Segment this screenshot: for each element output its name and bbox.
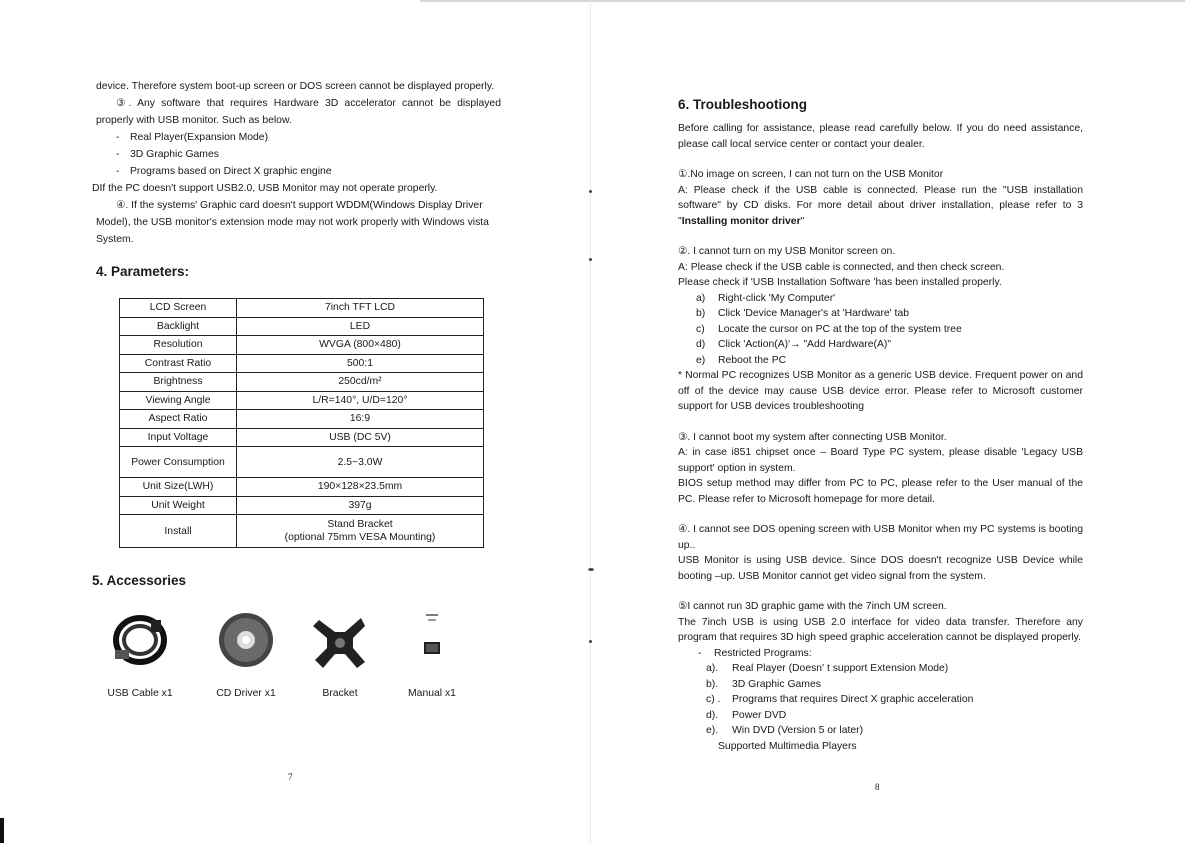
- parameter-label: Aspect Ratio: [120, 410, 237, 429]
- troubleshooting-step: e) Reboot the PC: [696, 354, 787, 366]
- left-page: [0, 0, 590, 843]
- accessory-label: Manual x1: [408, 688, 456, 699]
- accessory-label: USB Cable x1: [107, 688, 173, 699]
- intro-bullet: - Real Player(Expansion Mode): [116, 132, 269, 143]
- parameter-row: [120, 317, 484, 336]
- restricted-program: c) . Programs that requires Direct X graphic acceleration: [706, 694, 974, 705]
- parameter-row: [120, 354, 484, 373]
- parameter-value: 250cd/m²: [237, 373, 484, 392]
- issue-body: The 7inch USB is using USB 2.0 interface for video data transfer. Therefore any program that requires 3D high speed graphic acceleration cannot be displayed properly.: [678, 616, 1083, 643]
- parameter-value: USB (DC 5V): [237, 428, 484, 447]
- parameter-label: Power Consumption: [120, 447, 237, 478]
- troubleshooting-step: b) Click 'Device Manager's at 'Hardware' tab: [696, 308, 909, 319]
- issue-title: ①.No image on screen, I can not turn on the USB Monitor: [678, 169, 944, 180]
- page-number: 7: [288, 772, 293, 782]
- parameters-table: [119, 298, 484, 548]
- parameter-row: [120, 478, 484, 497]
- parameter-label: Install: [120, 515, 237, 548]
- issue-title: ③. I cannot boot my system after connecting USB Monitor.: [678, 431, 947, 443]
- troubleshooting-step: d) Click 'Action(A)'→ "Add Hardware(A)": [696, 339, 892, 350]
- troubleshooting-heading: 6. Troubleshootiong: [678, 97, 807, 112]
- parameter-label: Unit Size(LWH): [120, 478, 237, 497]
- issue-title: ④. I cannot see DOS opening screen with USB Monitor when my PC systems is booting up..: [678, 524, 1083, 551]
- troubleshooting-body: [678, 121, 1083, 754]
- accessory-usb-cable: [100, 610, 180, 699]
- intro-text: [92, 78, 501, 248]
- parameter-value: LED: [237, 317, 484, 336]
- intro-line: ③. Any software that requires Hardware 3D accelerator cannot be displayed properly with USB monitor. Such as below.: [96, 98, 501, 126]
- accessory-manual: [392, 610, 472, 699]
- parameter-value: 190×128×23.5mm: [237, 478, 484, 497]
- parameter-row: [120, 373, 484, 392]
- restricted-program: d). Power DVD: [706, 709, 787, 721]
- parameter-label: Unit Weight: [120, 496, 237, 515]
- accessory-label: CD Driver x1: [216, 688, 276, 699]
- issue-body: A: in case i851 chipset once – Board Type PC system, please disable 'Legacy USB support' option in system.: [678, 447, 1083, 474]
- parameter-value: WVGA (800×480): [237, 336, 484, 355]
- parameter-label: Brightness: [120, 373, 237, 392]
- issue-title: ⑤I cannot run 3D graphic game with the 7inch UM screen.: [678, 601, 947, 612]
- right-page: [590, 0, 1185, 843]
- usb-cable-icon: [107, 610, 173, 672]
- accessory-label: Bracket: [322, 688, 358, 699]
- parameters-heading: 4. Parameters:: [96, 264, 190, 279]
- issue-body: USB Monitor is using USB device. Since DOS doesn't recognize USB Device while booting –up. USB Monitor cannot get video signal from the system.: [678, 555, 1083, 582]
- intro-line: DIf the PC doesn't support USB2.0, USB Monitor may not operate properly.: [92, 183, 438, 194]
- issue-note: * Normal PC recognizes USB Monitor as a generic USB device. Frequent power on and off of the device may cause USB device error. Please refer to Microsoft customer support for USB devices troubleshooting: [678, 370, 1083, 412]
- parameter-value: L/R=140°, U/D=120°: [237, 391, 484, 410]
- parameter-label: Contrast Ratio: [120, 354, 237, 373]
- issue-body: Please check if 'USB Installation Software 'has been installed properly.: [678, 277, 1002, 288]
- accessory-bracket: [300, 610, 380, 699]
- parameter-label: LCD Screen: [120, 299, 237, 318]
- install-driver-ref: Installing monitor driver: [681, 215, 801, 227]
- troubleshooting-step: c) Locate the cursor on PC at the top of the system tree: [696, 323, 962, 335]
- parameter-value: 397g: [237, 496, 484, 515]
- issue-body: A: Please check if the USB cable is connected. Please run the "USB installation software" by CD disks. For more detail about driver installation, please refer to 3 "Installing monitor driver": [678, 184, 1083, 227]
- parameter-row: [120, 515, 484, 548]
- troubleshooting-step: a) Right-click 'My Computer': [696, 292, 836, 304]
- issue-title: ②. I cannot turn on my USB Monitor screen on.: [678, 246, 896, 257]
- parameter-value: 16:9: [237, 410, 484, 429]
- parameter-value: [237, 515, 484, 548]
- troubleshooting-intro: Before calling for assistance, please read carefully below. If you do need assistance, please call local service center or contact your dealer.: [678, 123, 1083, 150]
- intro-bullet: - Programs based on Direct X graphic engine: [116, 166, 332, 177]
- intro-line: ④. If the systems' Graphic card doesn't support WDDM(Windows Display Driver Model), the USB monitor's extension mode may not work properly with Windows vista System.: [96, 200, 489, 245]
- parameter-value-line: (optional 75mm VESA Mounting): [284, 532, 436, 543]
- parameter-value: 500:1: [237, 354, 484, 373]
- parameter-row: [120, 336, 484, 355]
- intro-bullet: - 3D Graphic Games: [116, 149, 219, 160]
- accessories-heading: 5. Accessories: [92, 573, 187, 588]
- parameter-value: 7inch TFT LCD: [237, 299, 484, 318]
- accessory-cd: [206, 610, 286, 699]
- parameter-label: Backlight: [120, 317, 237, 336]
- restricted-label: - Restricted Programs:: [698, 647, 812, 659]
- manual-icon: [402, 610, 462, 670]
- parameter-row: [120, 428, 484, 447]
- bracket-icon: [309, 610, 371, 672]
- parameter-label: Input Voltage: [120, 428, 237, 447]
- parameter-row: [120, 410, 484, 429]
- parameter-row: [120, 299, 484, 318]
- parameter-value-line: Stand Bracket: [327, 519, 393, 530]
- issue-body: BIOS setup method may differ from PC to PC, please refer to the User manual of the PC. Please refer to Microsoft homepage for more detail.: [678, 478, 1083, 505]
- parameter-value: 2.5~3.0W: [237, 447, 484, 478]
- restricted-program: a). Real Player (Doesn' t support Extension Mode): [706, 663, 949, 674]
- parameter-label: Viewing Angle: [120, 391, 237, 410]
- parameter-label: Resolution: [120, 336, 237, 355]
- cd-icon: [216, 610, 276, 670]
- issue-body: A: Please check if the USB cable is connected, and then check screen.: [678, 261, 1005, 273]
- intro-line: device. Therefore system boot-up screen or DOS screen cannot be displayed properly.: [96, 81, 495, 92]
- supported-label: Supported Multimedia Players: [718, 740, 857, 752]
- page-number: 8: [875, 782, 880, 792]
- parameter-row: [120, 447, 484, 478]
- restricted-program: e). Win DVD (Version 5 or later): [706, 725, 864, 736]
- parameter-row: [120, 391, 484, 410]
- restricted-program: b). 3D Graphic Games: [706, 678, 821, 690]
- parameter-row: [120, 496, 484, 515]
